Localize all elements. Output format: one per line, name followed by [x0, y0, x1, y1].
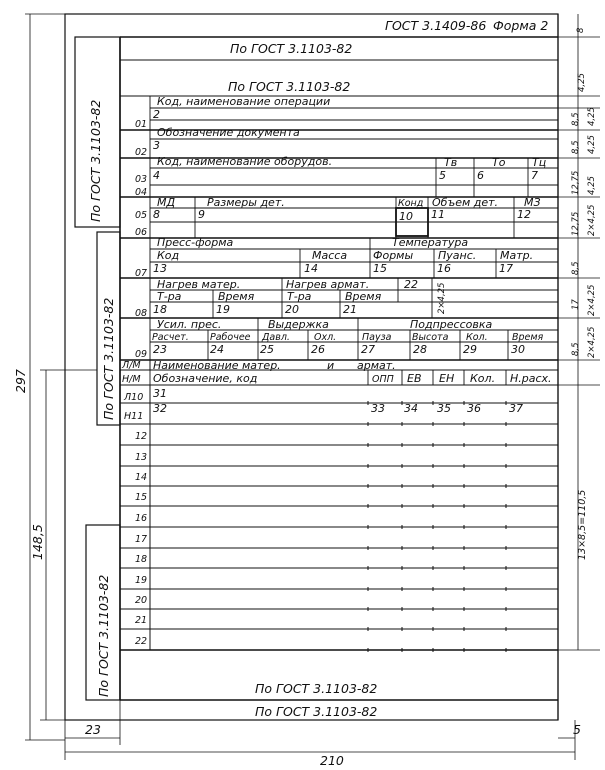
row-code-05: 05 — [135, 210, 148, 221]
mold-label: Пресс-форма — [157, 236, 234, 249]
right-dimension-labels — [437, 27, 597, 560]
cell-11: 11 — [431, 208, 445, 221]
time2-label: Время — [345, 290, 382, 303]
forms-label: Формы — [373, 249, 414, 262]
cell-5: 5 — [439, 169, 446, 182]
row-number-n15: 15 — [135, 492, 148, 503]
row-number-n13: 13 — [135, 452, 148, 463]
dim-23: 23 — [85, 722, 101, 737]
mass-label: Масса — [312, 249, 348, 262]
dim-r12: 2×4,25 — [587, 284, 597, 316]
count-label: Кол. — [466, 332, 488, 343]
dim-210: 210 — [320, 753, 344, 768]
form-number: Форма 2 — [493, 18, 549, 33]
armature-label: армат. — [357, 359, 396, 372]
op-value: 2 — [153, 108, 160, 121]
cell-34: 34 — [404, 402, 418, 415]
en-label: ЕН — [439, 372, 455, 385]
row-codes — [121, 119, 147, 422]
tv-label: Тв — [444, 156, 458, 169]
cell-24: 24 — [210, 343, 224, 356]
side-stamp-bottom: По ГОСТ 3.1103-82 — [96, 574, 111, 697]
cell-28: 28 — [413, 343, 427, 356]
row-number-n22: 22 — [135, 636, 148, 647]
cell-31: 31 — [153, 387, 167, 400]
material-title: Наименование матер. — [153, 359, 281, 372]
bottom-gost-label-1: По ГОСТ 3.1103-82 — [255, 681, 378, 696]
md-label: МД — [157, 196, 176, 209]
dim-r3: 4,25 — [587, 107, 597, 126]
row-code-l10: Л10 — [124, 392, 144, 403]
row-code-07: 07 — [135, 268, 148, 279]
header — [385, 18, 548, 33]
cell-36: 36 — [467, 402, 481, 415]
row-number-n17: 17 — [135, 534, 148, 545]
doc-title: Обозначение документа — [157, 126, 300, 139]
temp1-label: Т-ра — [157, 290, 182, 303]
row-number-n18: 18 — [135, 554, 148, 565]
dim-rows: 13×8,5=110,5 — [577, 489, 588, 560]
to-label: То — [492, 156, 506, 169]
punch-label: Пуанс. — [438, 249, 477, 262]
cell-23: 23 — [153, 343, 167, 356]
cell-8: 8 — [153, 208, 160, 221]
row-code-03: 03 — [135, 174, 148, 185]
press-force-label: Усил. прес. — [157, 318, 222, 331]
bottom-gost-label-2: По ГОСТ 3.1103-82 — [255, 704, 378, 719]
row-number-n19: 19 — [135, 575, 148, 586]
row-code-lm: Л/М — [122, 360, 141, 371]
cell-12: 12 — [517, 208, 531, 221]
row-code-h11: Н11 — [124, 411, 144, 422]
cell-14: 14 — [304, 262, 318, 275]
doc-value: 3 — [153, 139, 160, 152]
dim-r5: 4,25 — [587, 135, 597, 154]
row-code-nm: Н/М — [122, 374, 141, 385]
cell-27: 27 — [361, 343, 375, 356]
cell-30: 30 — [511, 343, 525, 356]
second-gost-label: По ГОСТ 3.1103-82 — [228, 79, 351, 94]
row-number-n14: 14 — [135, 472, 148, 483]
dim-inline: 2×4,25 — [437, 282, 447, 314]
prepress-label: Подпрессовка — [410, 318, 493, 331]
cond-label: Конд — [398, 198, 424, 209]
heat-armature-label: Нагрев армат. — [286, 278, 370, 291]
time1-label: Время — [218, 290, 255, 303]
row-numbers — [135, 431, 147, 647]
pressure-label: Давл. — [262, 332, 290, 343]
row-code-02: 02 — [135, 147, 148, 158]
sizes-label: Размеры дет. — [207, 196, 285, 209]
row-number-n12: 12 — [135, 431, 148, 442]
dim-r7: 4,25 — [587, 176, 597, 195]
row-number-n21: 21 — [135, 615, 148, 626]
height-label: Высота — [412, 332, 449, 343]
row-code-08: 08 — [135, 308, 148, 319]
standard-number: ГОСТ 3.1409-86 — [385, 18, 487, 33]
dim-r4: 8,5 — [571, 140, 581, 154]
cell-32: 32 — [153, 402, 167, 415]
cell-4: 4 — [153, 169, 160, 182]
op-title: Код, наименование операции — [157, 95, 331, 108]
opp-label: ОПП — [372, 374, 394, 385]
cool-label: Охл. — [314, 332, 337, 343]
temp2-label: Т-ра — [287, 290, 312, 303]
row-code-01: 01 — [135, 119, 148, 130]
side-stamp-mid: По ГОСТ 3.1103-82 — [101, 297, 116, 420]
mz-label: МЗ — [524, 196, 541, 209]
cell-21: 21 — [343, 303, 357, 316]
cell-26: 26 — [311, 343, 325, 356]
pause-label: Пауза — [362, 332, 392, 343]
kol-label: Кол. — [470, 372, 496, 385]
cell-17: 17 — [499, 262, 513, 275]
cell-25: 25 — [260, 343, 274, 356]
dim-r2: 8,5 — [571, 112, 581, 126]
cell-33: 33 — [371, 402, 385, 415]
cell-7: 7 — [531, 169, 538, 182]
and-label: и — [327, 359, 335, 372]
dim-297: 297 — [13, 369, 28, 393]
hold-label: Выдержка — [268, 318, 329, 331]
dim-r1: 4,25 — [577, 73, 587, 92]
ev-label: ЕВ — [407, 372, 422, 385]
dim-r14: 2×4,25 — [587, 326, 597, 358]
calc-label: Расчет. — [152, 332, 189, 343]
cell-13: 13 — [153, 262, 167, 275]
dim-8: 8 — [576, 27, 586, 33]
row-code-04: 04 — [135, 187, 148, 198]
cell-6: 6 — [477, 169, 484, 182]
work-label: Рабочее — [210, 332, 251, 343]
side-stamp-labels — [88, 100, 116, 697]
row-code-06: 06 — [135, 227, 148, 238]
equip-title: Код, наименование оборудов. — [157, 155, 333, 168]
matrix-label: Матр. — [500, 249, 534, 262]
dim-r9: 2×4,25 — [587, 204, 597, 236]
tc-label: Тц — [532, 156, 547, 169]
cell-18: 18 — [153, 303, 167, 316]
dim-r8: 12,75 — [571, 211, 581, 236]
cell-35: 35 — [437, 402, 451, 415]
code-label: Код — [157, 249, 180, 262]
dim-r6: 12,75 — [571, 170, 581, 195]
cell-37: 37 — [509, 402, 523, 415]
cell-16: 16 — [437, 262, 451, 275]
temperature-label: Температура — [392, 236, 469, 249]
lined-rows — [120, 385, 558, 652]
nrash-label: Н.расх. — [510, 372, 552, 385]
cell-10: 10 — [399, 210, 413, 223]
dim-r11: 17 — [571, 299, 581, 310]
row-code-09: 09 — [135, 349, 148, 360]
cell-19: 19 — [216, 303, 230, 316]
cell-20: 20 — [285, 303, 299, 316]
cell-29: 29 — [463, 343, 477, 356]
heat-material-label: Нагрев матер. — [157, 278, 241, 291]
row-contents — [152, 95, 552, 415]
volume-label: Объем дет. — [432, 196, 499, 209]
cell-9: 9 — [198, 208, 205, 221]
top-gost-label: По ГОСТ 3.1103-82 — [230, 41, 353, 56]
cell-15: 15 — [373, 262, 387, 275]
dim-5: 5 — [573, 722, 581, 737]
row-number-n20: 20 — [135, 595, 148, 606]
side-stamp-top: По ГОСТ 3.1103-82 — [88, 99, 103, 222]
dim-r10: 8,5 — [571, 261, 581, 275]
dim-r13: 8,5 — [571, 342, 581, 356]
time3-label: Время — [512, 332, 544, 343]
row-number-n16: 16 — [135, 513, 148, 524]
dim-148-5: 148,5 — [30, 524, 45, 560]
designation-label: Обозначение, код — [153, 372, 258, 385]
cell-22: 22 — [404, 278, 418, 291]
